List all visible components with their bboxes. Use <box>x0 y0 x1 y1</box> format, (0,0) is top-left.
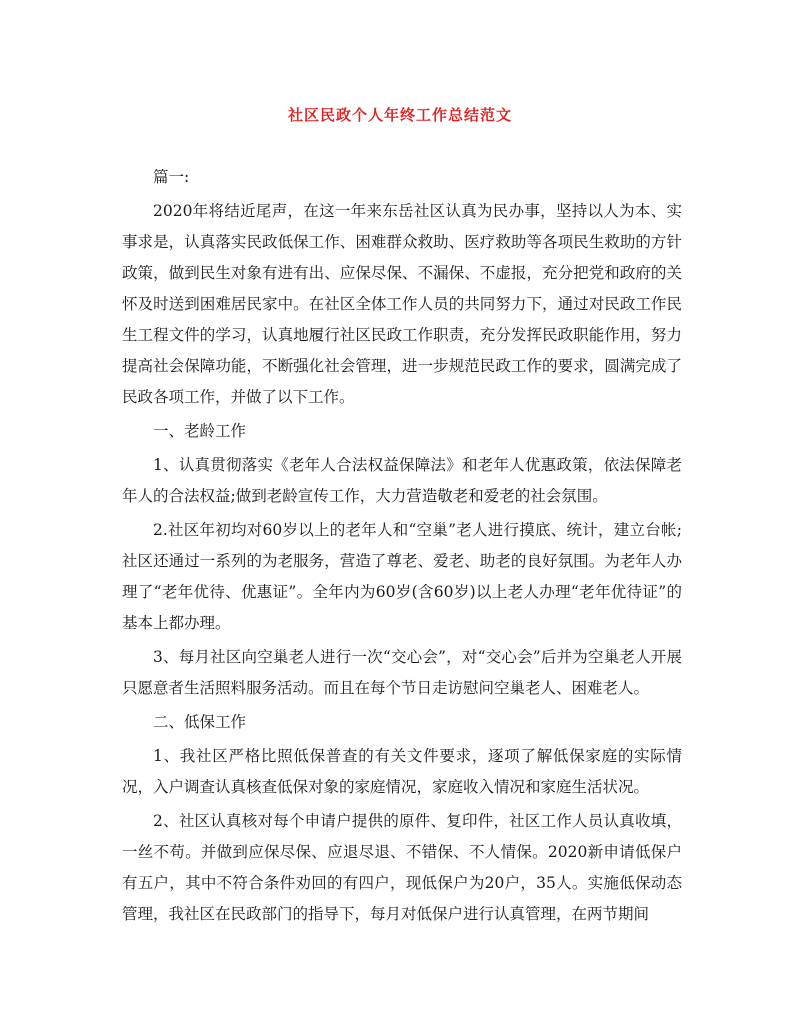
elderly-item-2: 2.社区年初均对60岁以上的老年人和“空巢”老人进行摸底、统计，建立台帐;社区还通过一系列的为老服务，营造了尊老、爱老、助老的良好氛围。为老年人办理了“老年优待、优惠证”。全年内为60岁(含60岁)以上老人办理“老年优待证”的基本上都办理。 <box>122 521 682 632</box>
document-body <box>122 162 682 933</box>
elderly-item-3: 3、每月社区向空巢老人进行一次“交心会”，对“交心会”后并为空巢老人开展只愿意者生活照料服务活动。而且在每个节日走访慰问空巢老人、困难老人。 <box>122 648 682 697</box>
section-label: 篇一: <box>153 168 190 186</box>
intro-paragraph: 2020年将结近尾声，在这一年来东岳社区认真为民办事，坚持以人为本、实事求是，认真落实民政低保工作、困难群众救助、医疗救助等各项民生救助的方针政策，做到民生对象有进有出、应保尽保、不漏保、不虚报，充分把党和政府的关怀及时送到困难居民家中。在社区全体工作人员的共同努力下，通过对民政工作民生工程文件的学习，认真地履行社区民政工作职责，充分发挥民政职能作用，努力提高社会保障功能，不断强化社会管理，进一步规范民政工作的要求，圆满完成了民政各项工作，并做了以下工作。 <box>122 202 682 406</box>
section-heading-subsistence: 二、低保工作 <box>153 713 247 731</box>
section-heading-elderly: 一、老龄工作 <box>153 422 247 440</box>
subsistence-item-2: 2、社区认真核对每个申请户提供的原件、复印件，社区工作人员认真收填，一丝不苟。并做到应保尽保、应退尽退、不错保、不人情保。2020新申请低保户有五户，其中不符合条件劝回的有四户，现低保户为20户，35人。实施低保动态管理，我社区在民政部门的指导下，每月对低保户进行认真管理，在两节期间 <box>122 812 682 923</box>
document-title: 社区民政个人年终工作总结范文 <box>287 106 512 124</box>
subsistence-item-1: 1、我社区严格比照低保普查的有关文件要求，逐项了解低保家庭的实际情况，入户调查认真核查低保对象的家庭情况，家庭收入情况和家庭生活状况。 <box>122 747 682 796</box>
elderly-item-1: 1、认真贯彻落实《老年人合法权益保障法》和老年人优惠政策，依法保障老年人的合法权益;做到老龄宣传工作，大力营造敬老和爱老的社会氛围。 <box>122 456 682 505</box>
